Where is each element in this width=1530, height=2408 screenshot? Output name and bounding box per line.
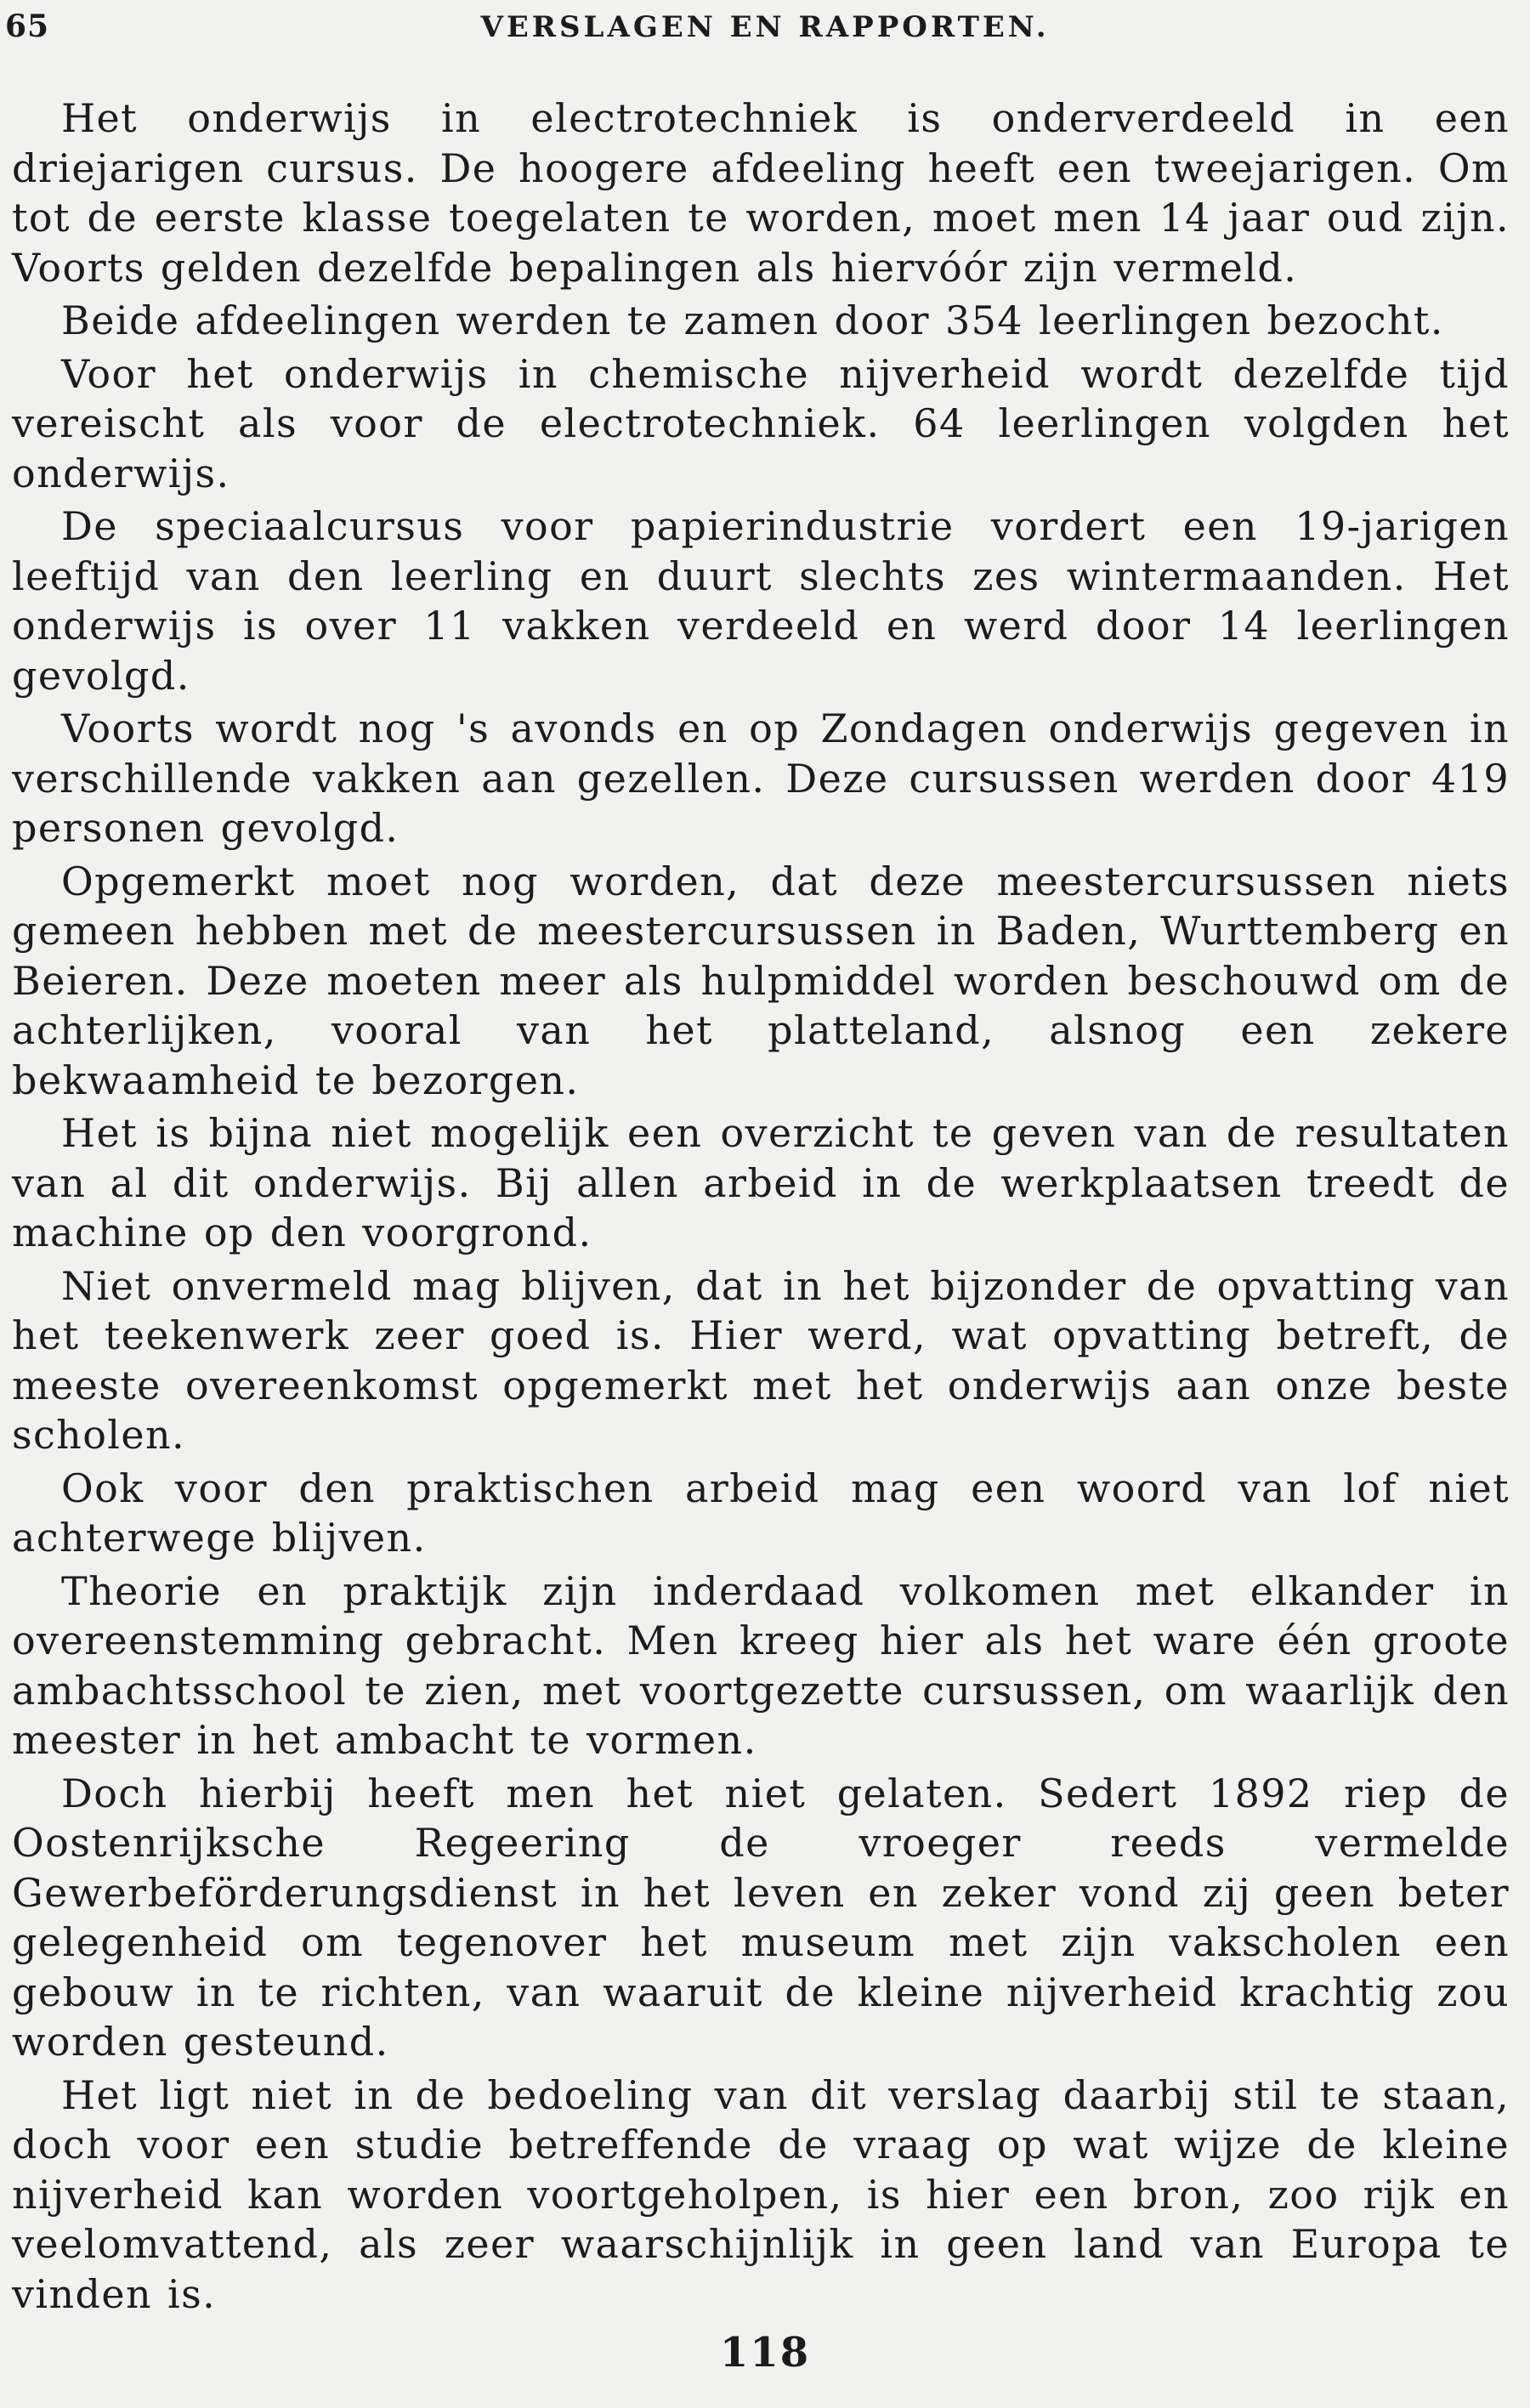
page-header — [0, 8, 1530, 51]
paragraph-8: Niet onvermeld mag blijven, dat in het bijzonder de opvatting van het teekenwerk zeer goed is. Hier werd, wat opvatting betreft, de meeste overeenkomst opgemerkt met het onderwijs aan onze beste scholen. — [12, 1262, 1510, 1458]
paragraph-9: Ook voor den praktischen arbeid mag een woord van lof niet achterwege blijven. — [12, 1465, 1510, 1561]
page-number: 118 — [719, 2329, 811, 2377]
paragraph-11: Doch hierbij heeft men het niet gelaten. Sedert 1892 riep de Oostenrijksche Regeering de vroeger reeds vermelde Gewerbeförderungsdienst in het leven en zeker vond zij geen beter gelegenheid om tegenover het museum met zijn vakscholen een gebouw in te richten, van waaruit de kleine nijverheid krachtig zou worden gesteund. — [12, 1770, 1510, 2065]
paragraph-5: Voorts wordt nog 's avonds en op Zondagen onderwijs gegeven in verschillende vakken aan gezellen. Deze cursussen werden door 419 personen gevolgd. — [12, 705, 1510, 851]
paragraph-7: Het is bijna niet mogelijk een overzicht te geven van de resultaten van al dit onderwijs. Bij allen arbeid in de werkplaatsen treedt de machine op den voorgrond. — [12, 1110, 1510, 1255]
paragraph-2: Beide afdeelingen werden te zamen door 354 leerlingen bezocht. — [61, 297, 1444, 343]
paragraph-10: Theorie en praktijk zijn inderdaad volkomen met elkander in overeenstemming gebracht. Men kreeg hier als het ware één groote ambachtsschool te zien, met voortgezette cursussen, om waarlijk den meester in het ambacht te vormen. — [12, 1567, 1510, 1763]
running-title: VERSLAGEN EN RAPPORTEN. — [480, 10, 1050, 44]
paragraph-6: Opgemerkt moet nog worden, dat deze meestercursussen niets gemeen hebben met de meestercursussen in Baden, Wurttemberg en Beieren. Deze moeten meer als hulpmiddel worden beschouwd om de achterlijken, vooral van het platteland, alsnog een zekere bekwaamheid te bezorgen. — [12, 858, 1510, 1103]
paragraph-4: De speciaalcursus voor papierindustrie vordert een 19-jarigen leeftijd van den leerling en duurt slechts zes wintermaanden. Het onderwijs is over 11 vakken verdeeld en werd door 14 leerlingen gevolgd. — [12, 503, 1510, 699]
paragraph-3: Voor het onderwijs in chemische nijverheid wordt dezelfde tijd vereischt als voor de electrotechniek. 64 leerlingen volgden het onderwijs. — [12, 350, 1510, 496]
paragraph-12: Het ligt niet in de bedoeling van dit verslag daarbij stil te staan, doch voor een studie betreffende de vraag op wat wijze de kleine nijverheid kan worden voortgeholpen, is hier een bron, zoo rijk en veelomvattend, als zeer waarschijnlijk in geen land van Europa te vinden is. — [12, 2071, 1510, 2317]
paragraph-1: Het onderwijs in electrotechniek is onderverdeeld in een driejarigen cursus. De hoogere afdeeling heeft een tweejarigen. Om tot de eerste klasse toegelaten te worden, moet men 14 jaar oud zijn. Voorts gelden dezelfde bepalingen als hiervóór zijn vermeld. — [12, 95, 1510, 291]
body-text — [12, 93, 1510, 2322]
page-reference-number: 65 — [5, 8, 50, 44]
